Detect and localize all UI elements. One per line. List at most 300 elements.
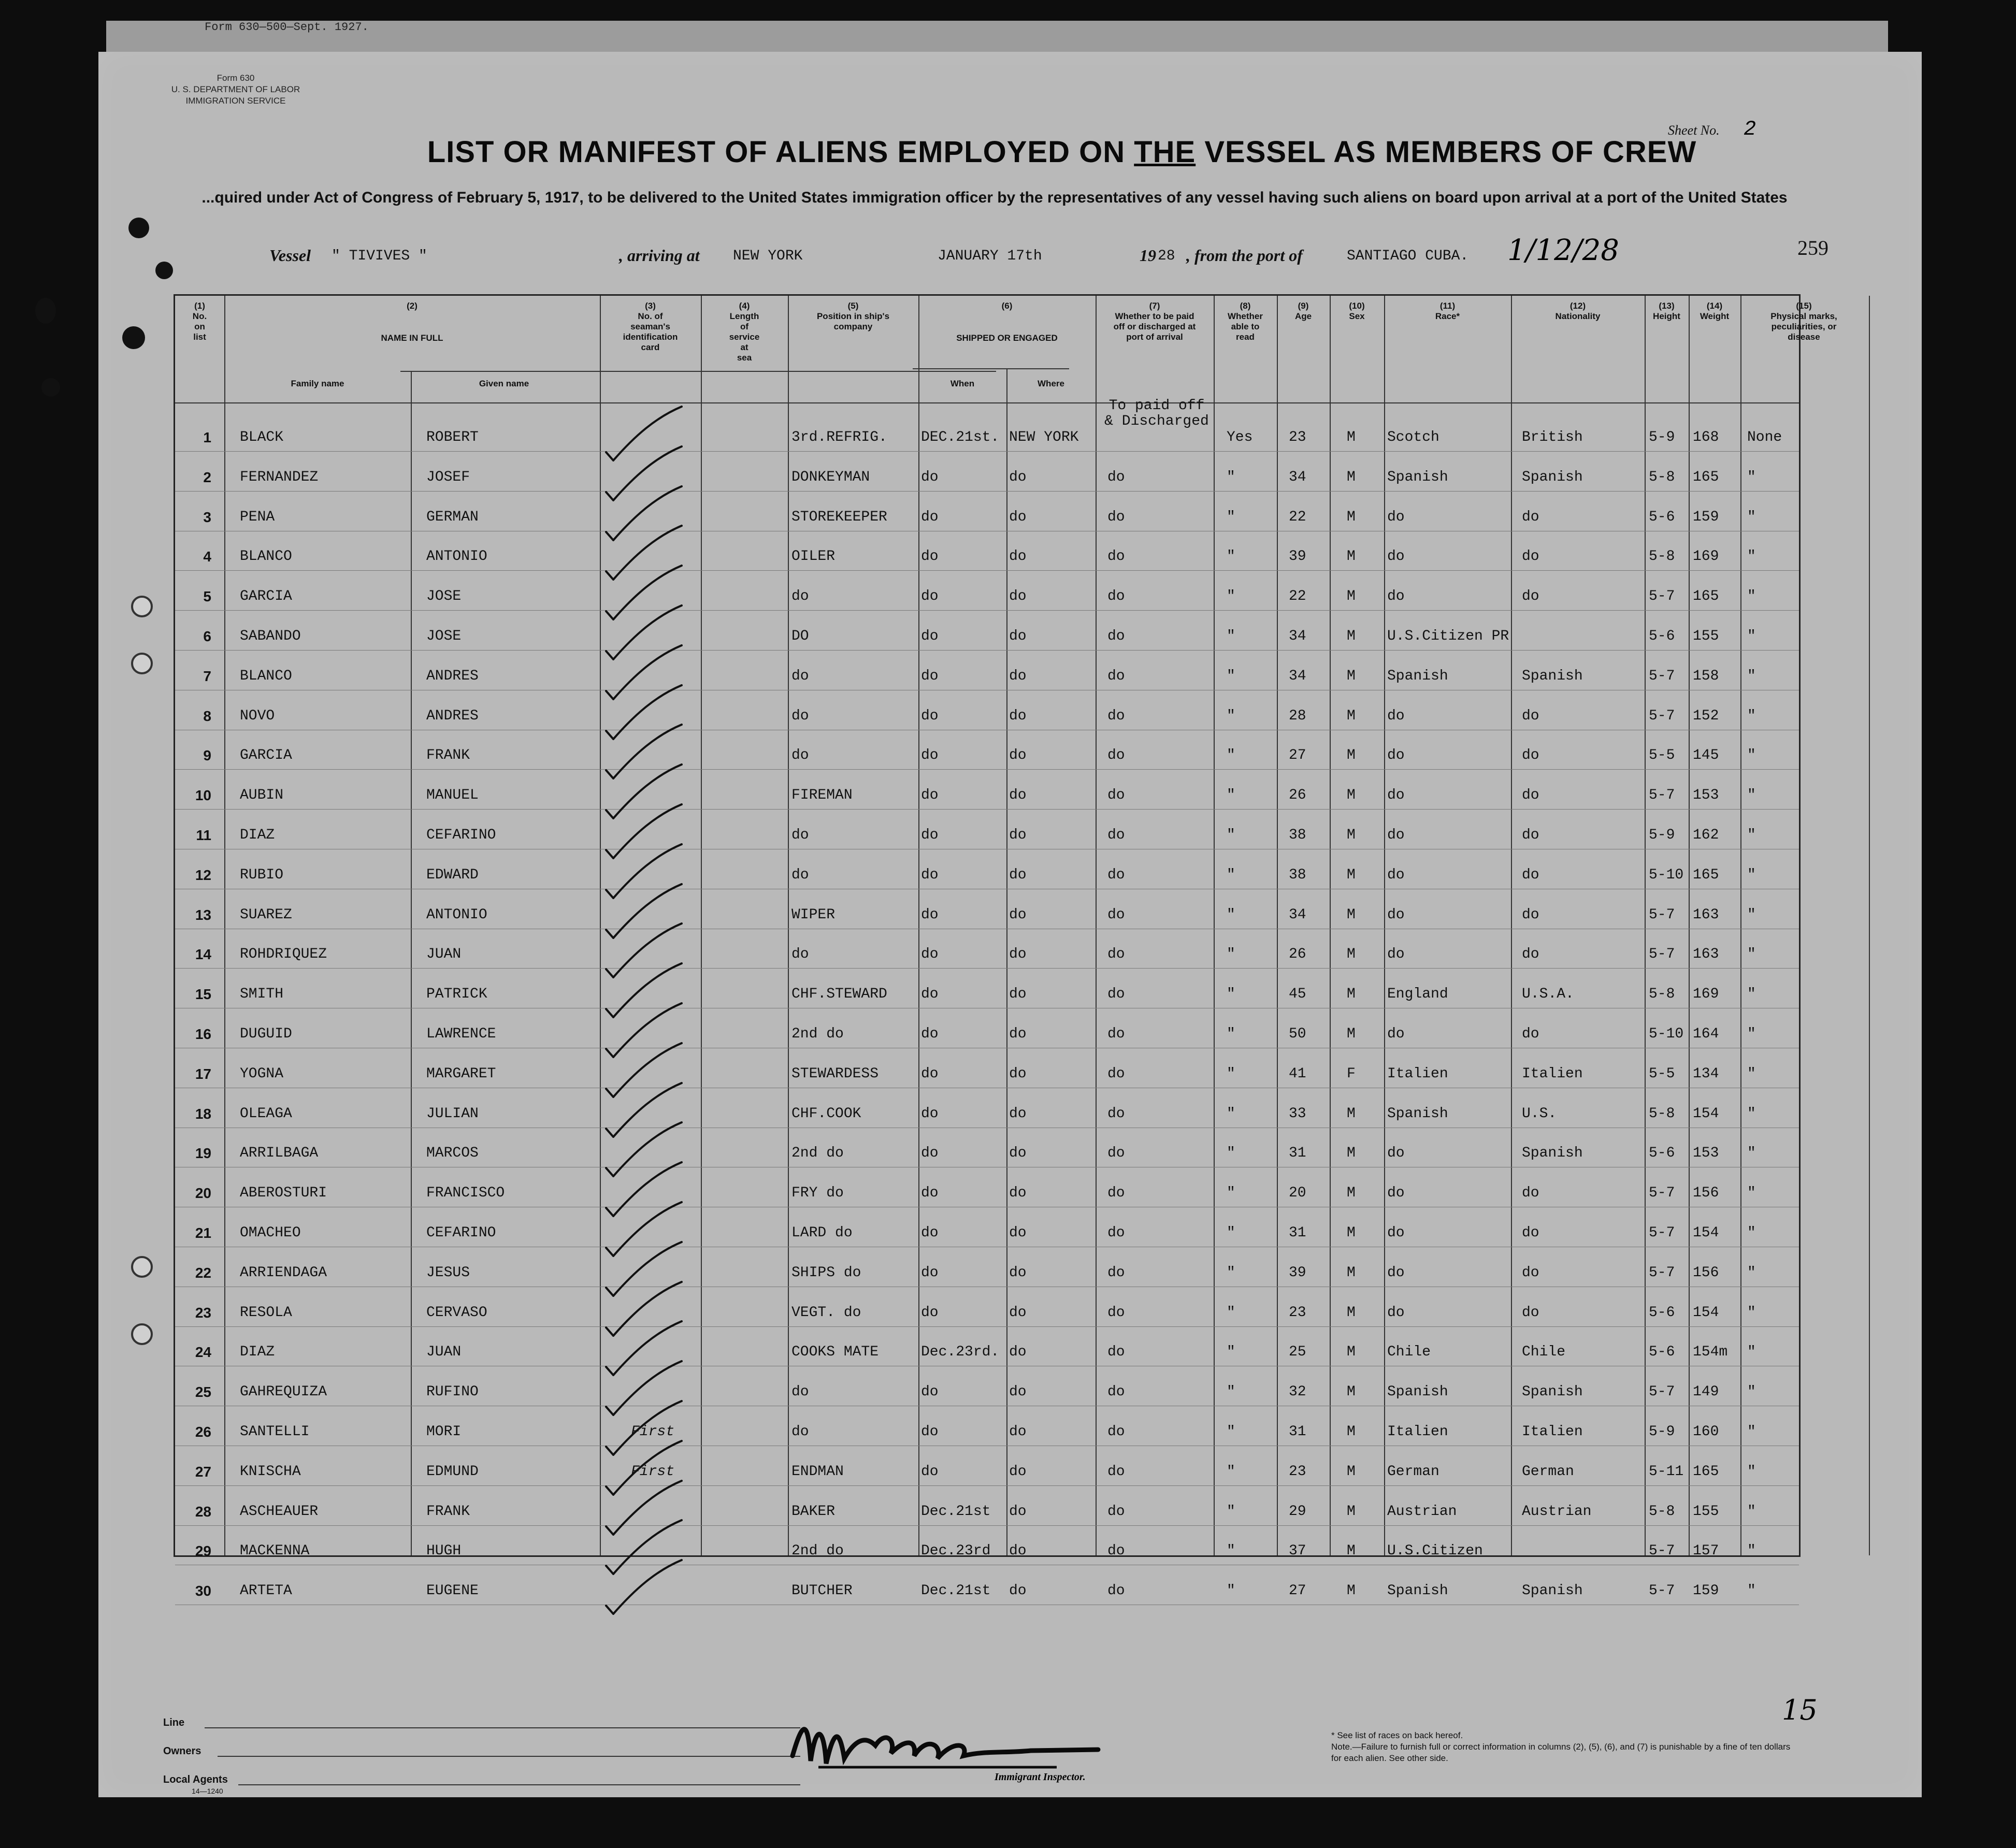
cell-when: do bbox=[921, 867, 939, 883]
punch-hole bbox=[35, 298, 56, 324]
cell-position: 2nd do bbox=[791, 1026, 844, 1042]
cell-race: do bbox=[1387, 787, 1405, 804]
cell-when: Dec.23rd. bbox=[921, 1344, 1000, 1361]
cell-nat: Spanish bbox=[1522, 469, 1583, 485]
cell-where: do bbox=[1009, 469, 1027, 485]
header-name-in-full: NAME IN FULL bbox=[381, 333, 443, 343]
cell-paid: do bbox=[1107, 906, 1125, 923]
line-label: Line bbox=[163, 1717, 185, 1728]
form-number: Form 630—500—Sept. 1927. bbox=[205, 21, 369, 34]
cell-age: 39 bbox=[1289, 1264, 1306, 1281]
cell-where: do bbox=[1009, 588, 1027, 605]
row-number: 21 bbox=[195, 1225, 211, 1241]
row-rule bbox=[175, 570, 1799, 571]
cell-sex: M bbox=[1347, 708, 1356, 724]
cell-age: 34 bbox=[1289, 668, 1306, 684]
cell-family: AUBIN bbox=[240, 787, 284, 804]
row-number: 20 bbox=[195, 1185, 211, 1202]
cell-age: 31 bbox=[1289, 1145, 1306, 1162]
cell-family: ASCHEAUER bbox=[240, 1503, 319, 1520]
cell-family: MACKENNA bbox=[240, 1543, 310, 1560]
owners-rule bbox=[218, 1756, 800, 1757]
cell-height: 5-7 bbox=[1649, 1264, 1675, 1281]
cell-given: JUAN bbox=[426, 1344, 462, 1361]
cell-race: do bbox=[1387, 906, 1405, 923]
cell-race: do bbox=[1387, 867, 1405, 883]
row-number: 1 bbox=[203, 429, 211, 445]
cell-sex: M bbox=[1347, 1304, 1356, 1321]
cell-height: 5-7 bbox=[1649, 668, 1675, 684]
row-rule bbox=[175, 809, 1799, 810]
cell-sex: M bbox=[1347, 747, 1356, 764]
cell-marks: " bbox=[1747, 708, 1756, 724]
cell-when: do bbox=[921, 1463, 939, 1480]
agents-label: Local Agents bbox=[163, 1774, 228, 1785]
cell-position: CHF.STEWARD bbox=[791, 986, 887, 1003]
cell-given: LAWRENCE bbox=[426, 1026, 496, 1042]
header-when: When bbox=[950, 379, 975, 388]
cell-when: do bbox=[921, 469, 939, 485]
cell-read: " bbox=[1227, 1424, 1235, 1440]
cell-when: do bbox=[921, 548, 939, 565]
cell-card: First bbox=[631, 1463, 675, 1480]
cell-paid: do bbox=[1107, 548, 1125, 565]
cell-read: " bbox=[1227, 708, 1235, 724]
cell-family: OLEAGA bbox=[240, 1105, 292, 1122]
cell-when: do bbox=[921, 946, 939, 963]
cell-read: " bbox=[1227, 1543, 1235, 1560]
cell-paid: do bbox=[1107, 1503, 1125, 1520]
cell-sex: M bbox=[1347, 1145, 1356, 1162]
cell-race: U.S.Citizen PR bbox=[1387, 628, 1509, 644]
cell-given: FRANCISCO bbox=[426, 1185, 505, 1202]
row-number: 7 bbox=[203, 668, 211, 684]
cell-paid: do bbox=[1107, 588, 1125, 605]
cell-height: 5-8 bbox=[1649, 548, 1675, 565]
cell-race: do bbox=[1387, 1225, 1405, 1241]
page-title bbox=[363, 135, 1761, 169]
header-c8: (8) Whether able to read bbox=[1228, 301, 1263, 342]
cell-read: " bbox=[1227, 548, 1235, 565]
cell-height: 5-9 bbox=[1649, 827, 1675, 843]
cell-weight: 155 bbox=[1693, 1503, 1719, 1520]
cell-height: 5-6 bbox=[1649, 1145, 1675, 1162]
cell-age: 31 bbox=[1289, 1225, 1306, 1241]
cell-marks: " bbox=[1747, 867, 1756, 883]
cell-read: " bbox=[1227, 509, 1235, 525]
cell-position: do bbox=[791, 747, 809, 764]
cell-given: EUGENE bbox=[426, 1583, 479, 1599]
cell-paid: do bbox=[1107, 986, 1125, 1003]
cell-position: FIREMAN bbox=[791, 787, 853, 804]
cell-race: Spanish bbox=[1387, 469, 1448, 485]
cell-race: do bbox=[1387, 548, 1405, 565]
cell-marks: " bbox=[1747, 827, 1756, 843]
cell-height: 5-8 bbox=[1649, 1503, 1675, 1520]
cell-nat: do bbox=[1522, 509, 1539, 525]
punch-hole bbox=[41, 378, 60, 397]
row-number: 14 bbox=[195, 946, 211, 963]
cell-age: 27 bbox=[1289, 747, 1306, 764]
cell-nat: do bbox=[1522, 548, 1539, 565]
cell-height: 5-7 bbox=[1649, 1543, 1675, 1560]
handwritten-page-number: 15 bbox=[1782, 1694, 1818, 1726]
cell-marks: " bbox=[1747, 1026, 1756, 1042]
cell-where: NEW YORK bbox=[1009, 429, 1079, 445]
header-shipped-engaged: SHIPPED OR ENGAGED bbox=[956, 333, 1058, 343]
cell-marks: " bbox=[1747, 1065, 1756, 1082]
cell-age: 28 bbox=[1289, 708, 1306, 724]
cell-given: ANTONIO bbox=[426, 548, 487, 565]
cell-height: 5-6 bbox=[1649, 509, 1675, 525]
row-number: 25 bbox=[195, 1384, 211, 1401]
cell-age: 41 bbox=[1289, 1065, 1306, 1082]
cell-position: do bbox=[791, 708, 809, 724]
cell-marks: " bbox=[1747, 1543, 1756, 1560]
cell-when: do bbox=[921, 1264, 939, 1281]
cell-weight: 156 bbox=[1693, 1185, 1719, 1202]
cell-where: do bbox=[1009, 1304, 1027, 1321]
vessel-label: Vessel bbox=[269, 246, 311, 265]
cell-height: 5-7 bbox=[1649, 1185, 1675, 1202]
cell-weight: 168 bbox=[1693, 429, 1719, 445]
cell-family: ARTETA bbox=[240, 1583, 292, 1599]
row-rule bbox=[175, 968, 1799, 969]
form-header-block bbox=[171, 73, 300, 107]
check-mark-icon bbox=[604, 1558, 692, 1615]
cell-given: MANUEL bbox=[426, 787, 479, 804]
row-number: 22 bbox=[195, 1264, 211, 1281]
cell-weight: 149 bbox=[1693, 1384, 1719, 1401]
cell-marks: " bbox=[1747, 747, 1756, 764]
cell-position: do bbox=[791, 827, 809, 843]
cell-age: 26 bbox=[1289, 787, 1306, 804]
cell-race: do bbox=[1387, 747, 1405, 764]
column-rule bbox=[411, 371, 412, 1555]
cell-race: Spanish bbox=[1387, 1384, 1448, 1401]
cell-nat: Italien bbox=[1522, 1065, 1583, 1082]
cell-race: Scotch bbox=[1387, 429, 1439, 445]
cell-race: Spanish bbox=[1387, 668, 1448, 684]
cell-sex: M bbox=[1347, 1543, 1356, 1560]
cell-weight: 156 bbox=[1693, 1264, 1719, 1281]
row-rule bbox=[175, 769, 1799, 770]
cell-sex: M bbox=[1347, 1344, 1356, 1361]
cell-sex: M bbox=[1347, 906, 1356, 923]
arrival-date: JANUARY 17th bbox=[938, 248, 1042, 264]
row-rule bbox=[175, 1326, 1799, 1327]
cell-paid: do bbox=[1107, 1225, 1125, 1241]
cell-read: " bbox=[1227, 1463, 1235, 1480]
cell-height: 5-8 bbox=[1649, 469, 1675, 485]
cell-age: 22 bbox=[1289, 509, 1306, 525]
cell-position: do bbox=[791, 867, 809, 883]
cell-read: " bbox=[1227, 986, 1235, 1003]
cell-where: do bbox=[1009, 668, 1027, 684]
cell-family: ROHDRIQUEZ bbox=[240, 946, 327, 963]
from-label: , from the port of bbox=[1186, 246, 1303, 265]
cell-given: JOSE bbox=[426, 588, 462, 605]
header-c14: (14) Weight bbox=[1700, 301, 1730, 321]
title-part-3: VESSEL AS MEMBERS OF CREW bbox=[1196, 135, 1697, 169]
header-c5: (5) Position in ship's company bbox=[816, 301, 890, 331]
cell-where: do bbox=[1009, 1105, 1027, 1122]
handwritten-date: 1/12/28 bbox=[1507, 234, 1619, 267]
cell-height: 5-9 bbox=[1649, 1424, 1675, 1440]
cell-height: 5-11 bbox=[1649, 1463, 1684, 1480]
cell-race: do bbox=[1387, 1304, 1405, 1321]
cell-where: do bbox=[1009, 827, 1027, 843]
cell-family: OMACHEO bbox=[240, 1225, 301, 1241]
sheet-label: Sheet No. bbox=[1668, 123, 1720, 138]
punch-ring bbox=[131, 1323, 153, 1345]
cell-paid: do bbox=[1107, 747, 1125, 764]
cell-read: " bbox=[1227, 588, 1235, 605]
cell-marks: " bbox=[1747, 946, 1756, 963]
year-suffix: 28 bbox=[1158, 248, 1175, 264]
row-number: 24 bbox=[195, 1344, 211, 1361]
cell-given: CEFARINO bbox=[426, 1225, 496, 1241]
cell-marks: " bbox=[1747, 1304, 1756, 1321]
cell-position: STEWARDESS bbox=[791, 1065, 879, 1082]
cell-when: do bbox=[921, 1225, 939, 1241]
cell-age: 20 bbox=[1289, 1185, 1306, 1202]
cell-marks: " bbox=[1747, 668, 1756, 684]
cell-read: " bbox=[1227, 1304, 1235, 1321]
cell-read: " bbox=[1227, 787, 1235, 804]
cell-family: BLANCO bbox=[240, 548, 292, 565]
cell-height: 5-6 bbox=[1649, 1344, 1675, 1361]
cell-nat: Spanish bbox=[1522, 1384, 1583, 1401]
cell-sex: M bbox=[1347, 548, 1356, 565]
cell-read: " bbox=[1227, 668, 1235, 684]
cell-weight: 153 bbox=[1693, 1145, 1719, 1162]
row-rule bbox=[175, 1485, 1799, 1486]
cell-position: do bbox=[791, 1384, 809, 1401]
cell-age: 26 bbox=[1289, 946, 1306, 963]
cell-position: OILER bbox=[791, 548, 836, 565]
cell-weight: 159 bbox=[1693, 1583, 1719, 1599]
cell-marks: " bbox=[1747, 1185, 1756, 1202]
cell-marks: " bbox=[1747, 1583, 1756, 1599]
cell-family: RUBIO bbox=[240, 867, 284, 883]
cell-family: YOGNA bbox=[240, 1065, 284, 1082]
cell-marks: " bbox=[1747, 787, 1756, 804]
cell-height: 5-6 bbox=[1649, 1304, 1675, 1321]
cell-given: ROBERT bbox=[426, 429, 479, 445]
cell-race: do bbox=[1387, 1185, 1405, 1202]
row-number: 13 bbox=[195, 906, 211, 923]
cell-weight: 154 bbox=[1693, 1105, 1719, 1122]
cell-nat: do bbox=[1522, 906, 1539, 923]
cell-race: England bbox=[1387, 986, 1448, 1003]
cell-height: 5-7 bbox=[1649, 906, 1675, 923]
cell-weight: 160 bbox=[1693, 1424, 1719, 1440]
fine-note: Note.—Failure to furnish full or correct information in columns (2), (5), (6), and (7) is punishable by a fine of ten dollars for each alien. See other side. bbox=[1331, 1742, 1791, 1763]
cell-paid: do bbox=[1107, 1424, 1125, 1440]
cell-nat: Chile bbox=[1522, 1344, 1566, 1361]
cell-when: do bbox=[921, 1424, 939, 1440]
row-number: 11 bbox=[196, 827, 211, 843]
cell-given: MARGARET bbox=[426, 1065, 496, 1082]
cell-marks: " bbox=[1747, 1424, 1756, 1440]
cell-given: JESUS bbox=[426, 1264, 470, 1281]
cell-paid: do bbox=[1107, 827, 1125, 843]
row-number: 6 bbox=[203, 628, 211, 644]
cell-position: STOREKEEPER bbox=[791, 509, 887, 525]
cell-when: DEC.21st. bbox=[921, 429, 1000, 445]
cell-where: do bbox=[1009, 1145, 1027, 1162]
cell-age: 38 bbox=[1289, 827, 1306, 843]
cell-card: First bbox=[631, 1424, 675, 1440]
header-c12: (12) Nationality bbox=[1555, 301, 1601, 321]
cell-height: 5-7 bbox=[1649, 588, 1675, 605]
header-c9: (9) Age bbox=[1294, 301, 1312, 321]
cell-where: do bbox=[1009, 1065, 1027, 1082]
header-c4: (4) Length of service at sea bbox=[729, 301, 760, 363]
name-header-rule bbox=[400, 371, 996, 372]
agents-rule bbox=[238, 1784, 800, 1785]
cell-position: 2nd do bbox=[791, 1543, 844, 1560]
cell-position: DO bbox=[791, 628, 809, 644]
cell-given: CERVASO bbox=[426, 1304, 487, 1321]
header-c1: (1) No. on list bbox=[192, 301, 207, 342]
department: U. S. DEPARTMENT OF LABOR bbox=[171, 84, 300, 94]
cell-nat: do bbox=[1522, 827, 1539, 843]
cell-paid: do bbox=[1107, 1583, 1125, 1599]
cell-family: FERNANDEZ bbox=[240, 469, 319, 485]
row-number: 27 bbox=[195, 1463, 211, 1480]
cell-where: do bbox=[1009, 628, 1027, 644]
cell-age: 45 bbox=[1289, 986, 1306, 1003]
cell-height: 5-5 bbox=[1649, 1065, 1675, 1082]
cell-where: do bbox=[1009, 708, 1027, 724]
cell-weight: 158 bbox=[1693, 668, 1719, 684]
cell-weight: 169 bbox=[1693, 548, 1719, 565]
cell-given: EDMUND bbox=[426, 1463, 479, 1480]
cell-family: ARRIENDAGA bbox=[240, 1264, 327, 1281]
cell-race: do bbox=[1387, 509, 1405, 525]
cell-when: do bbox=[921, 747, 939, 764]
cell-marks: " bbox=[1747, 628, 1756, 644]
cell-read: " bbox=[1227, 469, 1235, 485]
row-rule bbox=[175, 491, 1799, 492]
cell-when: do bbox=[921, 1065, 939, 1082]
cell-age: 37 bbox=[1289, 1543, 1306, 1560]
cell-paid: do bbox=[1107, 867, 1125, 883]
cell-read: " bbox=[1227, 1503, 1235, 1520]
cell-sex: M bbox=[1347, 1384, 1356, 1401]
cell-nat: Austrian bbox=[1522, 1503, 1592, 1520]
cell-given: MARCOS bbox=[426, 1145, 479, 1162]
cell-sex: M bbox=[1347, 509, 1356, 525]
cell-paid: do bbox=[1107, 1185, 1125, 1202]
cell-height: 5-7 bbox=[1649, 708, 1675, 724]
cell-paid: do bbox=[1107, 509, 1125, 525]
cell-nat: do bbox=[1522, 708, 1539, 724]
cell-family: SABANDO bbox=[240, 628, 301, 644]
cell-position: do bbox=[791, 1424, 809, 1440]
cell-paid: do bbox=[1107, 668, 1125, 684]
cell-sex: M bbox=[1347, 946, 1356, 963]
cell-marks: " bbox=[1747, 1105, 1756, 1122]
cell-where: do bbox=[1009, 1384, 1027, 1401]
header-c15: (15) Physical marks, peculiarities, or disease bbox=[1770, 301, 1837, 342]
agents-code: 14—1240 bbox=[192, 1787, 223, 1795]
cell-weight: 165 bbox=[1693, 588, 1719, 605]
punch-hole bbox=[122, 326, 145, 349]
cell-given: ANDRES bbox=[426, 708, 479, 724]
cell-family: GARCIA bbox=[240, 588, 292, 605]
cell-given: PATRICK bbox=[426, 986, 487, 1003]
cell-sex: M bbox=[1347, 867, 1356, 883]
cell-nat: do bbox=[1522, 946, 1539, 963]
cell-where: do bbox=[1009, 867, 1027, 883]
arriving-label: , arriving at bbox=[619, 246, 700, 265]
cell-marks: " bbox=[1747, 1344, 1756, 1361]
cell-when: do bbox=[921, 1304, 939, 1321]
cell-weight: 164 bbox=[1693, 1026, 1719, 1042]
cell-weight: 134 bbox=[1693, 1065, 1719, 1082]
cell-read: " bbox=[1227, 1026, 1235, 1042]
service: IMMIGRATION SERVICE bbox=[185, 96, 286, 106]
cell-read: " bbox=[1227, 1145, 1235, 1162]
cell-sex: M bbox=[1347, 1424, 1356, 1440]
cell-age: 39 bbox=[1289, 548, 1306, 565]
cell-weight: 163 bbox=[1693, 906, 1719, 923]
cell-read: " bbox=[1227, 628, 1235, 644]
cell-paid: do bbox=[1107, 1344, 1125, 1361]
cell-read: Yes bbox=[1227, 429, 1253, 445]
cell-family: SUAREZ bbox=[240, 906, 292, 923]
cell-age: 22 bbox=[1289, 588, 1306, 605]
cell-marks: " bbox=[1747, 906, 1756, 923]
header-c11: (11) Race* bbox=[1435, 301, 1460, 321]
cell-weight: 163 bbox=[1693, 946, 1719, 963]
cell-where: do bbox=[1009, 1463, 1027, 1480]
cell-read: " bbox=[1227, 1185, 1235, 1202]
header-c10: (10) Sex bbox=[1349, 301, 1365, 321]
cell-where: do bbox=[1009, 1026, 1027, 1042]
vessel-name: " TIVIVES " bbox=[332, 248, 427, 264]
cell-family: RESOLA bbox=[240, 1304, 292, 1321]
cell-where: do bbox=[1009, 906, 1027, 923]
row-number: 12 bbox=[195, 867, 211, 883]
cell-when: do bbox=[921, 1384, 939, 1401]
cell-when: do bbox=[921, 827, 939, 843]
row-number: 5 bbox=[203, 588, 211, 605]
cell-height: 5-10 bbox=[1649, 1026, 1684, 1042]
cell-position: 3rd.REFRIG. bbox=[791, 429, 887, 445]
cell-sex: M bbox=[1347, 469, 1356, 485]
cell-when: do bbox=[921, 668, 939, 684]
cell-given: JOSE bbox=[426, 628, 462, 644]
cell-given: MORI bbox=[426, 1424, 462, 1440]
punch-ring bbox=[131, 596, 153, 617]
row-number: 26 bbox=[195, 1424, 211, 1440]
row-rule bbox=[175, 610, 1799, 611]
cell-weight: 153 bbox=[1693, 787, 1719, 804]
cell-race: Spanish bbox=[1387, 1583, 1448, 1599]
cell-marks: " bbox=[1747, 469, 1756, 485]
cell-position: CHF.COOK bbox=[791, 1105, 861, 1122]
row-rule bbox=[175, 1525, 1799, 1526]
cell-race: do bbox=[1387, 827, 1405, 843]
line-rule bbox=[205, 1727, 800, 1728]
cell-age: 25 bbox=[1289, 1344, 1306, 1361]
cell-where: do bbox=[1009, 1264, 1027, 1281]
column-rule bbox=[1869, 296, 1870, 1555]
